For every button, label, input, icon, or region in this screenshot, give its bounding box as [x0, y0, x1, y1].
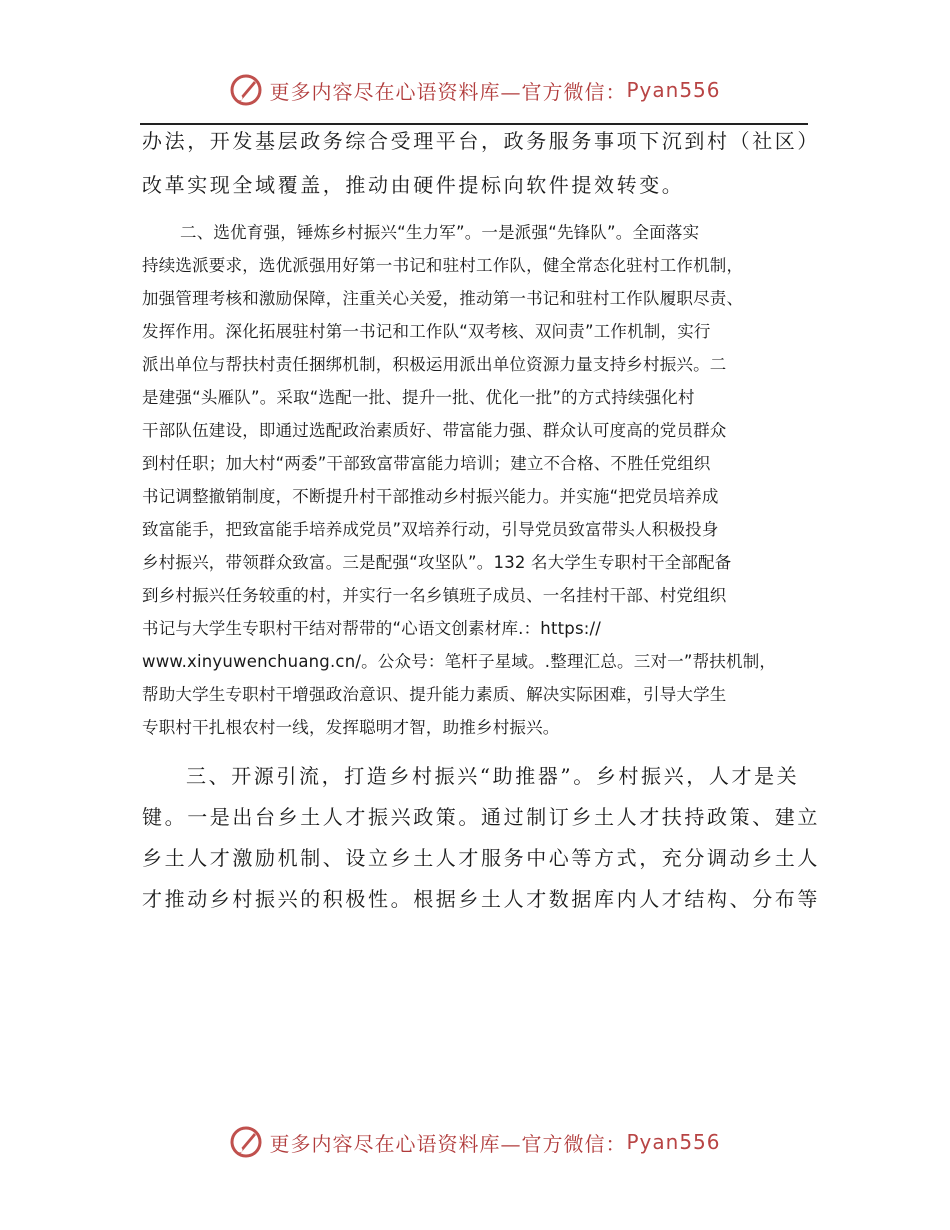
text-line: 是建强“头雁队”。采取“选配一批、提升一批、优化一批”的方式持续强化村: [142, 388, 695, 407]
banner-text: 更多内容尽在心语资料库—官方微信：: [269, 79, 627, 104]
text-line: 派出单位与帮扶村责任捆绑机制，积极运用派出单位资源力量支持乡村振兴。二: [142, 355, 727, 374]
paragraph-1: [142, 124, 820, 202]
text-line: www.xinyuwenchuang.cn/。公众号：笔杆子星域。.整理汇总。三对一”帮扶机制，: [142, 652, 777, 671]
text-line: 二、选优育强，锤炼乡村振兴“生力军”。一是派强“先锋队”。全面落实: [180, 223, 700, 242]
text-line: 三、开源引流，打造乡村振兴“助推器”。乡村振兴，人才是关: [186, 764, 800, 788]
banner-wechat-id: Pyan556: [626, 78, 721, 102]
quill-logo-icon: [229, 1125, 263, 1159]
text-line: 发挥作用。深化拓展驻村第一书记和工作队“双考核、双问责”工作机制，实行: [142, 322, 711, 341]
paragraph-3: [142, 760, 820, 916]
paragraph-2: [142, 216, 806, 744]
text-line: 持续选派要求，选优派强用好第一书记和驻村工作队，健全常态化驻村工作机制，: [142, 256, 744, 275]
header-banner: [0, 70, 950, 110]
footer-banner: [0, 1122, 950, 1162]
quill-logo-icon: [229, 73, 263, 107]
text-line: 干部队伍建设，即通过选配政治素质好、带富能力强、群众认可度高的党员群众: [142, 421, 727, 440]
text-line: 书记与大学生专职村干结对帮带的“心语文创素材库.：https://: [142, 619, 602, 638]
text-line: 键。一是出台乡土人才振兴政策。通过制订乡土人才扶持政策、建立: [142, 805, 820, 829]
text-line: 帮助大学生专职村干增强政治意识、提升能力素质、解决实际困难，引导大学生: [142, 685, 727, 704]
text-line: 乡土人才激励机制、设立乡土人才服务中心等方式，充分调动乡土人: [142, 846, 820, 870]
text-line: 书记调整撤销制度，不断提升村干部推动乡村振兴能力。并实施“把党员培养成: [142, 487, 719, 506]
text-line: 改革实现全域覆盖，推动由硬件提标向软件提效转变。: [142, 173, 685, 197]
text-line: 到乡村振兴任务较重的村，并实行一名乡镇班子成员、一名挂村干部、村党组织: [142, 586, 727, 605]
text-line: 到村任职；加大村“两委”干部致富带富能力培训；建立不合格、不胜任党组织: [142, 454, 711, 473]
text-line: 加强管理考核和激励保障，注重关心关爱，推动第一书记和驻村工作队履职尽责、: [142, 289, 744, 308]
text-line: 致富能手，把致富能手培养成党员”双培养行动，引导党员致富带头人积极投身: [142, 520, 719, 539]
text-line: 办法，开发基层政务综合受理平台，政务服务事项下沉到村（社区）: [142, 129, 820, 153]
banner-wechat-id: Pyan556: [626, 1130, 721, 1154]
document-body: [142, 124, 820, 916]
banner-text: 更多内容尽在心语资料库—官方微信：: [269, 1131, 627, 1156]
text-line: 才推动乡村振兴的积极性。根据乡土人才数据库内人才结构、分布等: [142, 887, 820, 911]
text-line: 专职村干扎根农村一线，发挥聪明才智，助推乡村振兴。: [142, 718, 560, 737]
text-line: 乡村振兴，带领群众致富。三是配强“攻坚队”。132 名大学生专职村干全部配备: [142, 553, 732, 572]
